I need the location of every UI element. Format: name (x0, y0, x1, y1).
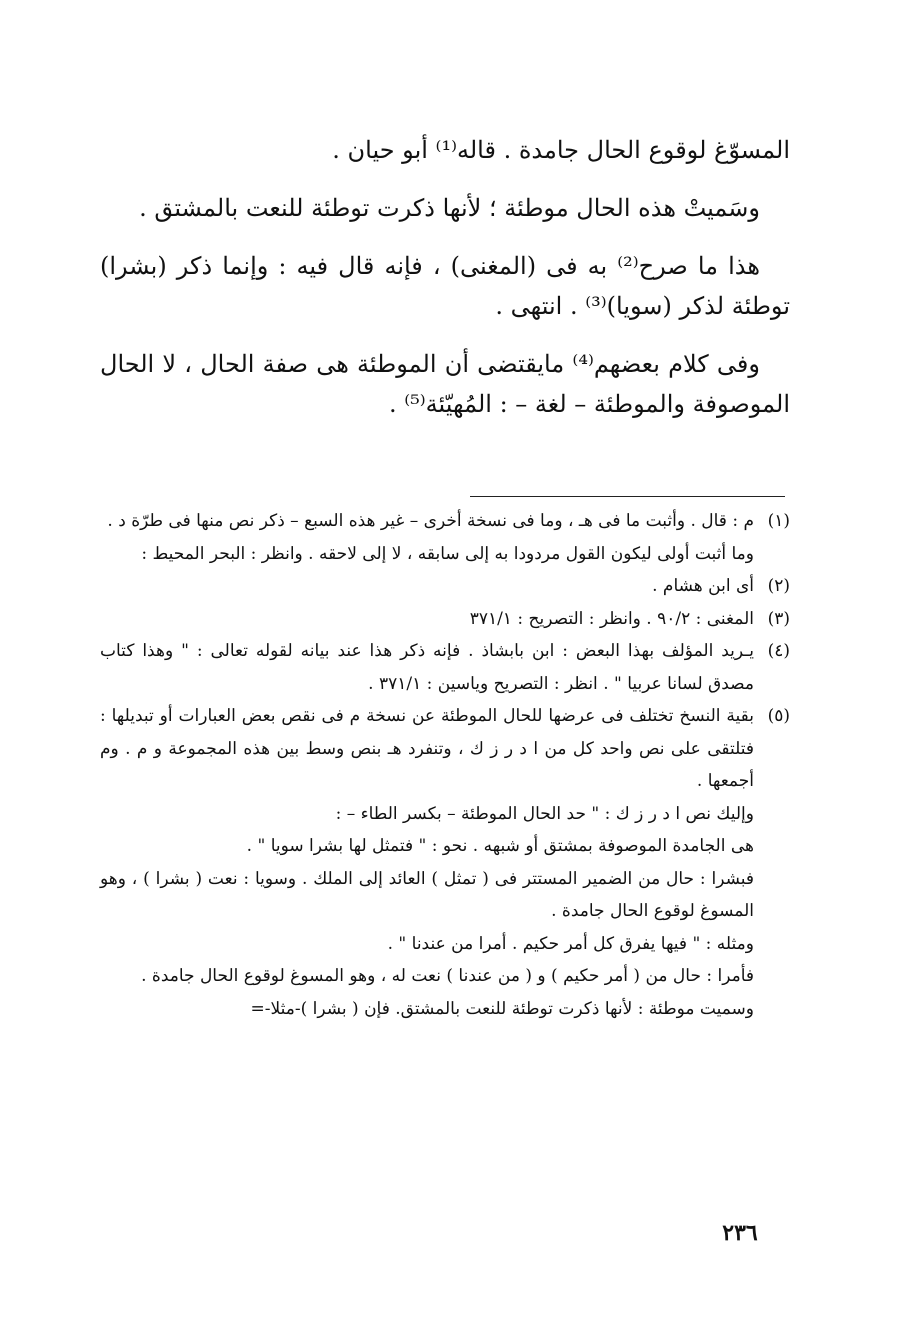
footnote-line: م : قال . وأثبت ما فى هـ ، وما فى نسخة أخرى – غير هذه السبع – ذكر نص منها فى طرّة د . (107, 511, 754, 531)
footnote-5 (100, 700, 790, 1025)
footnote-line: فبشرا : حال من الضمير المستتر فى ( تمثل ) العائد إلى الملك . وسويا : نعت ( بشرا ) ، وهو المسوغ لوقوع الحال جامدة . (100, 868, 754, 921)
footnote-line: وما أثبت أولى ليكون القول مردودا به إلى سابقه ، لا إلى لاحقه . وانظر : البحر المحيط : (141, 543, 754, 564)
footnotes (100, 505, 790, 1025)
footnote-line: يـريد المؤلف بهذا البعض : ابن بابشاذ . فإنه ذكر هذا عند بيانه لقوله تعالى : " وهذا كتاب مصدق لسانا عربيا " . انظر : التصريح وياسين : ٣٧١/١ . (100, 641, 754, 694)
footnote-line: المغنى : ٩٠/٢ . وانظر : التصريح : ٣٧١/١ (469, 608, 754, 629)
footnote-1 (100, 505, 790, 570)
footnote-line: وسميت موطئة : لأنها ذكرت توطئة للنعت بالمشتق. فإن ( بشرا )-مثلا-= (250, 998, 754, 1019)
main-paragraph-1: المسوّغ لوقوع الحال جامدة . قاله⁽¹⁾ أبو حيان . (332, 136, 790, 164)
footnote-line: هى الجامدة الموصوفة بمشتق أو شبهه . نحو : " فتمثل لها بشرا سويا " . (246, 836, 754, 856)
footnote-3 (100, 603, 790, 636)
footnote-number: (٢) (767, 576, 790, 596)
footnote-line: وإليك نص ا د ر ز ك : " حد الحال الموطئة – بكسر الطاء – : (335, 803, 754, 824)
footnote-line: أى ابن هشام . (652, 576, 754, 596)
footnote-line: بقية النسخ تختلف فى عرضها للحال الموطئة عن نسخة م فى نقص بعض العبارات أو تبديلها : فتلتقى على نص واحد كل من ا د ر ز ك ، وتنفرد هـ بنص وسط بين هذه المجموعة و م . وم أجمعها . (100, 706, 754, 791)
page-number: ٢٣٦ (722, 1220, 758, 1246)
main-text (100, 130, 790, 442)
main-paragraph-3: هذا ما صرح⁽²⁾ به فى (المغنى) ، فإنه قال فيه : وإنما ذكر (بشرا) توطئة لذكر (سويا)⁽³⁾ . انتهى . (100, 252, 790, 320)
footnote-number: (٣) (767, 608, 790, 629)
footnote-line: ومثله : " فيها يفرق كل أمر حكيم . أمرا من عندنا " . (387, 933, 754, 954)
footnote-2 (100, 570, 790, 603)
footnote-number: (٤) (767, 641, 790, 661)
main-paragraph-2: وسَميتْ هذه الحال موطئة ؛ لأنها ذكرت توطئة للنعت بالمشتق . (139, 194, 760, 222)
footnote-separator (470, 496, 785, 497)
main-paragraph-4: وفى كلام بعضهم⁽⁴⁾ مايقتضى أن الموطئة هى صفة الحال ، لا الحال الموصوفة والموطئة – لغة – : المُهيّئة⁽⁵⁾ . (100, 350, 790, 418)
footnote-4 (100, 635, 790, 700)
footnote-number: (١) (767, 511, 790, 531)
footnote-line: فأمرا : حال من ( أمر حكيم ) و ( من عندنا ) نعت له ، وهو المسوغ لوقوع الحال جامدة . (141, 966, 754, 986)
footnote-number: (٥) (767, 706, 790, 726)
